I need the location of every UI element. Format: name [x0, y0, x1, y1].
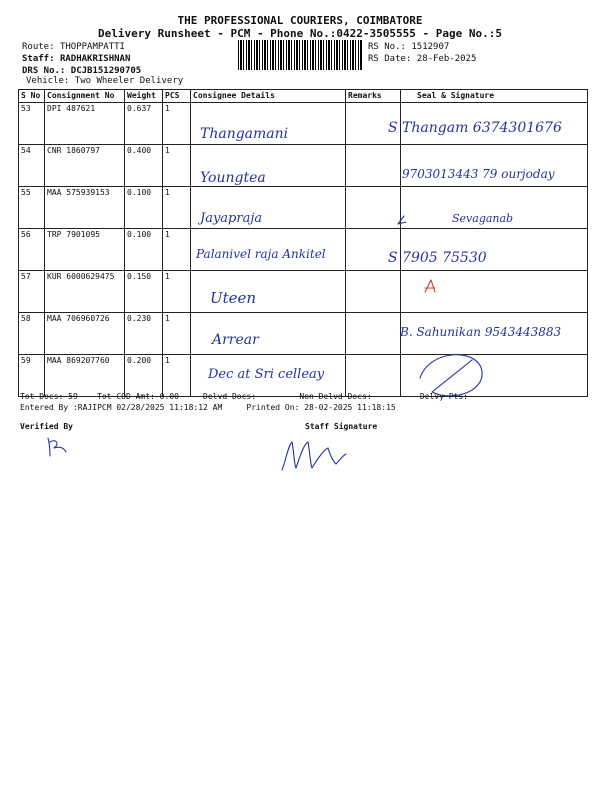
- row-pcs: 1: [163, 103, 191, 145]
- col-consignee: Consignee Details: [191, 90, 346, 103]
- entered-by: Entered By :RAJIPCM 02/28/2025 11:18:12 AM: [20, 403, 223, 412]
- row-pcs: 1: [163, 229, 191, 271]
- runsheet-table: [18, 89, 588, 397]
- staff-label: Staff:: [22, 54, 55, 64]
- table-header-row: [19, 90, 588, 103]
- row-weight: 0.200: [125, 355, 163, 397]
- row-sno: 56: [19, 229, 45, 271]
- staff-signature: [282, 442, 346, 470]
- row-signature-cell: [401, 187, 588, 229]
- row-consignee-cell: [191, 103, 346, 145]
- row-pcs: 1: [163, 355, 191, 397]
- row-remarks-cell: [346, 271, 401, 313]
- row-signature-cell: [401, 355, 588, 397]
- consignee-handwriting: Youngtea: [200, 170, 266, 186]
- vehicle-line: [26, 76, 183, 86]
- col-weight: Weight: [125, 90, 163, 103]
- row-signature-cell: [401, 145, 588, 187]
- row-consignment: MAA 706960726: [45, 313, 125, 355]
- consignee-handwriting: Palanivel raja Ankitel: [196, 247, 326, 261]
- row-sno: 57: [19, 271, 45, 313]
- row-weight: 0.100: [125, 229, 163, 271]
- row-remarks-cell: [346, 229, 401, 271]
- signature-handwriting: Sevaganab: [452, 212, 514, 225]
- signature-handwriting: S 7905 75530: [388, 250, 487, 266]
- barcode: [238, 40, 362, 70]
- totals-line: [20, 392, 590, 401]
- row-consignee-cell: [191, 145, 346, 187]
- route-line: [22, 42, 125, 52]
- signature-handwriting: B. Sahunikan 9543443883: [400, 325, 562, 339]
- rs-no-value: 1512907: [411, 42, 450, 52]
- table-row: [19, 145, 588, 187]
- vehicle-label: Vehicle:: [26, 76, 70, 86]
- rs-date-line: [368, 54, 476, 64]
- row-weight: 0.150: [125, 271, 163, 313]
- consignee-handwriting: Arrear: [212, 332, 259, 348]
- entered-line: [20, 403, 396, 412]
- tot-cod: Tot COD Amt: 0.00: [97, 392, 179, 401]
- rs-no-line: [368, 42, 449, 52]
- row-consignment: DPI 487621: [45, 103, 125, 145]
- row-pcs: 1: [163, 313, 191, 355]
- row-sno: 55: [19, 187, 45, 229]
- rs-date-label: RS Date:: [368, 54, 412, 64]
- row-consignee-cell: [191, 271, 346, 313]
- consignee-handwriting: Thangamani: [200, 126, 289, 142]
- verified-signature: [48, 438, 66, 456]
- route-label: Route:: [22, 42, 55, 52]
- consignee-handwriting: Jayapraja: [200, 211, 263, 226]
- row-weight: 0.100: [125, 187, 163, 229]
- route-value: THOPPAMPATTI: [59, 42, 125, 52]
- row-consignee-cell: [191, 229, 346, 271]
- table-row: [19, 229, 588, 271]
- row-signature-cell: [401, 103, 588, 145]
- delvd-docs: Delvd Docs:: [203, 392, 257, 401]
- vehicle-value: Two Wheeler Delivery: [74, 76, 184, 86]
- row-signature-cell: [401, 271, 588, 313]
- row-remarks-cell: [346, 145, 401, 187]
- company-title: THE PROFESSIONAL COURIERS, COIMBATORE: [177, 14, 423, 27]
- row-sno: 54: [19, 145, 45, 187]
- row-consignment: KUR 6000629475: [45, 271, 125, 313]
- row-consignee-cell: [191, 313, 346, 355]
- row-consignment: MAA 869207760: [45, 355, 125, 397]
- signature-handwriting: S Thangam 6374301676: [388, 120, 562, 136]
- consignee-handwriting: Dec at Sri celleay: [208, 367, 325, 382]
- row-consignee-cell: [191, 187, 346, 229]
- rs-no-label: RS No.:: [368, 42, 406, 52]
- signature-handwriting: 9703013443 79 ourjoday: [402, 167, 555, 181]
- consignee-handwriting: Uteen: [210, 289, 257, 307]
- staff-line: [22, 54, 130, 64]
- row-sno: 53: [19, 103, 45, 145]
- table-row: [19, 271, 588, 313]
- col-consignment: Consignment No: [45, 90, 125, 103]
- row-consignment: MAA 575939153: [45, 187, 125, 229]
- staff-signature-label: Staff Signature: [305, 422, 378, 431]
- row-weight: 0.637: [125, 103, 163, 145]
- row-remarks-cell: [346, 355, 401, 397]
- row-remarks-cell: [346, 187, 401, 229]
- verified-by-label: Verified By: [20, 422, 73, 431]
- drs-line: [22, 66, 141, 76]
- tot-docs: Tot Docs: 59: [20, 392, 78, 401]
- row-pcs: 1: [163, 187, 191, 229]
- printed-on: Printed On: 28-02-2025 11:18:15: [246, 403, 396, 412]
- row-sno: 59: [19, 355, 45, 397]
- row-consignment: TRP 7901095: [45, 229, 125, 271]
- row-consignment: CNR 1860797: [45, 145, 125, 187]
- runsheet-subtitle: Delivery Runsheet - PCM - Phone No.:0422-3505555 - Page No.:5: [98, 27, 502, 40]
- row-signature-cell: [401, 229, 588, 271]
- row-pcs: 1: [163, 271, 191, 313]
- table-row: [19, 355, 588, 397]
- col-pcs: PCS: [163, 90, 191, 103]
- table-row: [19, 313, 588, 355]
- row-consignee-cell: [191, 355, 346, 397]
- table-row: [19, 187, 588, 229]
- drs-value: DCJB151290705: [70, 66, 142, 76]
- row-remarks-cell: [346, 313, 401, 355]
- rs-date-value: 28-Feb-2025: [416, 54, 477, 64]
- row-weight: 0.400: [125, 145, 163, 187]
- row-pcs: 1: [163, 145, 191, 187]
- non-delvd-docs: Non Delvd Docs:: [299, 392, 372, 401]
- table-row: [19, 103, 588, 145]
- delvy-pts: Delvy Pts:: [419, 392, 468, 401]
- col-sno: S No: [19, 90, 45, 103]
- row-weight: 0.230: [125, 313, 163, 355]
- col-remarks: Remarks: [346, 90, 401, 103]
- row-signature-cell: [401, 313, 588, 355]
- col-signature: Seal & Signature: [401, 90, 588, 103]
- staff-value: RADHAKRISHNAN: [59, 54, 131, 64]
- drs-label: DRS No.:: [22, 66, 66, 76]
- row-sno: 58: [19, 313, 45, 355]
- row-remarks-cell: [346, 103, 401, 145]
